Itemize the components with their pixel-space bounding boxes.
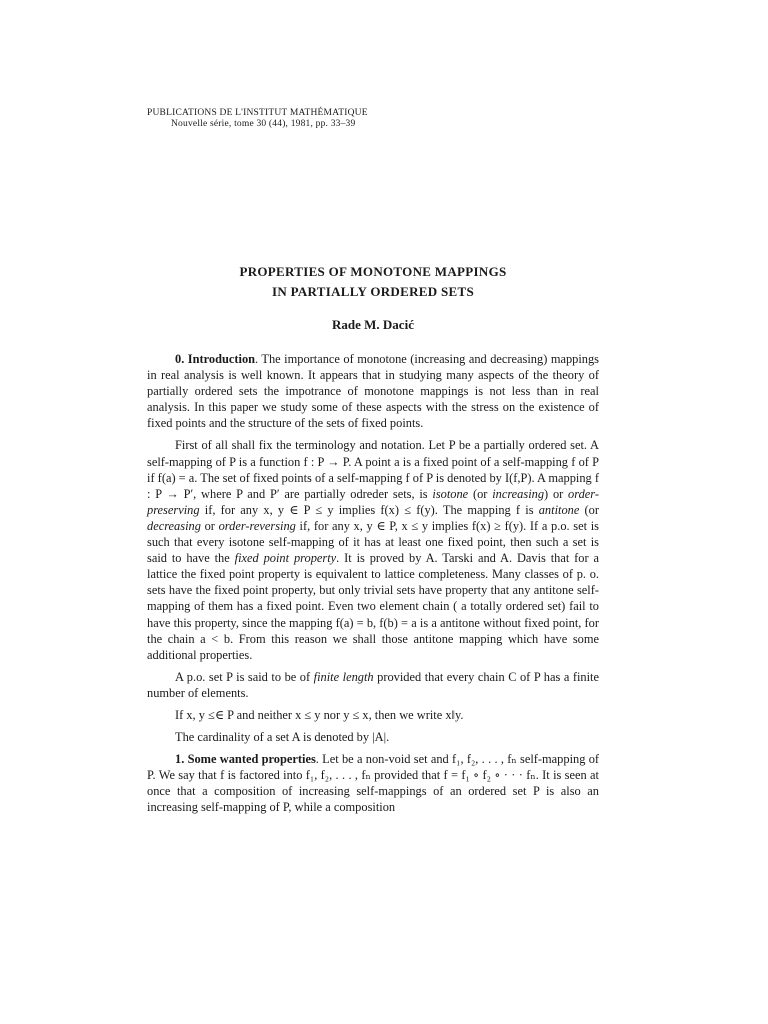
paper-title-line-1: PROPERTIES OF MONOTONE MAPPINGS (239, 264, 507, 279)
text-run: (or (468, 486, 493, 501)
text-run: . It is proved by A. Tarski and A. Davis that for a lattice the fixed point property is equivalent to lattice completeness. Many classes of p. o. sets have the fixed point property, but only trivial sets have property that any antitone self-mapping of them has a fixed point. Even two element chain ( a totally ordered set) fail to have this property, since the mapping f(a) = b, f(b) = a is a antitone without fixed point, for the chain a < b. From this reason we shall those antitone mapping which have some additional properties. (147, 551, 600, 662)
journal-header (147, 108, 599, 130)
term-order-reversing: order-reversing (218, 518, 296, 533)
intro-paragraph-5: The cardinality of a set A is denoted by |A|. (175, 730, 390, 745)
section-heading-introduction: 0. Introduction (175, 352, 256, 366)
text-run: A p.o. set P is said to be of (175, 669, 314, 684)
term-order-preserving: order-preserving (147, 486, 599, 517)
paper-body (147, 351, 599, 822)
text-run: or (200, 518, 219, 533)
term-antitone: antitone (538, 502, 580, 517)
intro-paragraph-4: If x, y ≤∈ P and neither x ≤ y nor y ≤ x, then we write x‖y. (175, 707, 464, 722)
paper-title-line-2: IN PARTIALLY ORDERED SETS (272, 284, 474, 299)
intro-paragraph-1 (147, 351, 599, 431)
section-1-paragraph-1-text: . Let be a non-void set and f₁, f₂, . . . , fₙ self-mapping of P. We say that f is factored into f₁, f₂, . . . , fₙ provided that f = f₁ ∘ f₂ ∘ · · · fₙ. It is seen at once that a composition of increasing self-mappings of an ordered set P is also an increasing self-mapping of P, while a composition (147, 752, 600, 815)
intro-paragraph-3 (147, 669, 599, 701)
text-run: First of all shall fix the terminology and notation. Let P be a partially ordered set. A self-mapping of P is a function f : P → P. A point a is a fixed point of a self-mapping f of P if f(a) = a. The set of fixed points of a self-mapping f of P is denoted by I(f,P). A mapping f : P → P′, where P and P′ are partially odreder sets, is (147, 438, 599, 501)
text-run: provided that every chain C of P has a finite number of elements. (147, 669, 599, 700)
section-heading-some-wanted-properties: 1. Some wanted properties (175, 752, 316, 767)
intro-paragraph-2 (147, 437, 599, 662)
text-run: if, for any x, y ∈ P, x ≤ y implies f(x) ≥ f(y). If a p.o. set is such that every isotone self-mapping of it has at least one fixed point, then such a set is said to have the (147, 518, 599, 566)
intro-paragraph-1-text: . The importance of monotone (increasing and decreasing) mappings in real analysis is well known. It appears that in studying many aspects of the theory of partially ordered sets the impotrance of monotone mappings is not less than in real analysis. In this paper we study some of these aspects with the stress on the existence of fixed points and the structure of the sets of fixed points. (147, 352, 600, 431)
text-run: ) or (544, 486, 569, 501)
journal-name: PUBLICATIONS DE L'INSTITUT MATHÉMATIQUE (147, 108, 368, 118)
title-block (147, 262, 599, 334)
section-1-paragraph-1 (147, 751, 599, 815)
term-decreasing: decreasing (147, 518, 201, 533)
author-name: Rade M. Dacić (332, 317, 414, 332)
paper-page (147, 0, 599, 1024)
term-isotone: isotone (432, 486, 469, 501)
term-finite-length: finite length (313, 669, 374, 684)
text-run: if, for any x, y ∈ P ≤ y implies f(x) ≤ f(y). The mapping f is (199, 502, 539, 517)
journal-series-info: Nouvelle série, tome 30 (44), 1981, pp. 33–39 (171, 119, 356, 129)
term-increasing: increasing (492, 486, 545, 501)
term-fixed-point-property: fixed point property (234, 551, 337, 566)
text-run: (or (579, 502, 600, 517)
